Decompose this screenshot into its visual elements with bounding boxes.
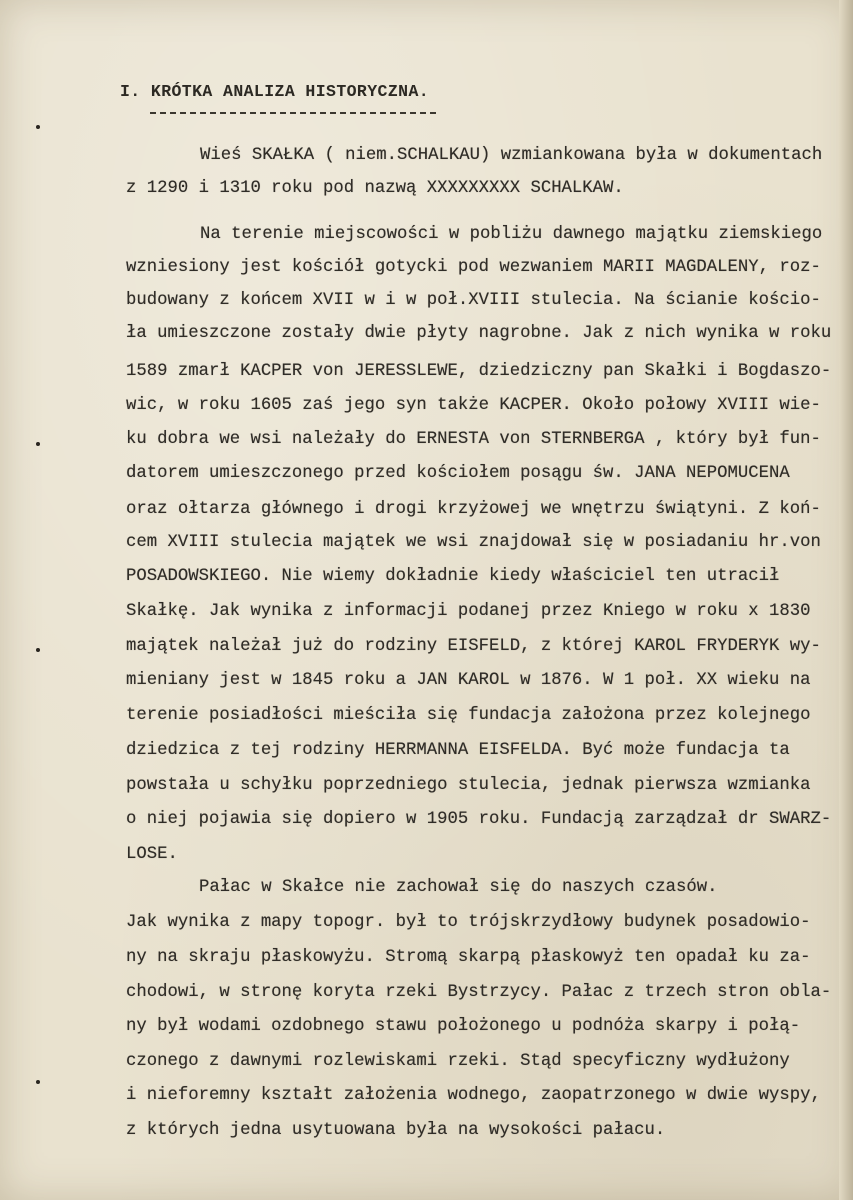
text-line: budowany z końcem XVII w i w poł.XVIII stulecia. Na ścianie kościo- — [126, 291, 821, 310]
section-heading: I. KRÓTKA ANALIZA HISTORYCZNA. — [120, 82, 430, 101]
text-line: Pałac w Skałce nie zachował się do naszych czasów. — [199, 878, 718, 897]
text-line: z których jedna usytuowana była na wysokości pałacu. — [126, 1121, 666, 1140]
text-line: majątek należał już do rodziny EISFELD, z której KAROL FRYDERYK wy- — [126, 637, 821, 656]
text-line: Na terenie miejscowości w pobliżu dawnego majątku ziemskiego — [200, 225, 823, 244]
text-line: i nieforemny kształt założenia wodnego, zaopatrzonego w dwie wyspy, — [126, 1086, 821, 1105]
text-line: powstała u schyłku poprzedniego stulecia, jednak pierwsza wzmianka — [126, 776, 811, 795]
text-line: ny był wodami ozdobnego stawu położonego u podnóża skarpy i połą- — [126, 1017, 801, 1036]
text-line: 1589 zmarł KACPER von JERESSLEWE, dziedziczny pan Skałki i Bogdaszo- — [126, 362, 832, 381]
text-line: cem XVIII stulecia majątek we wsi znajdował się w posiadaniu hr.von — [126, 533, 821, 552]
text-line: Jak wynika z mapy topogr. był to trójskrzydłowy budynek posadowio- — [126, 913, 811, 932]
punch-hole-mark — [36, 648, 40, 652]
text-line: ny na skraju płaskowyżu. Stromą skarpą płaskowyż ten opadał ku za- — [126, 948, 811, 967]
punch-hole-mark — [36, 125, 40, 129]
text-line: LOSE. — [126, 845, 178, 864]
text-line: wic, w roku 1605 zaś jego syn także KACPER. Około połowy XVIII wie- — [126, 396, 821, 415]
text-line: wzniesiony jest kościół gotycki pod wezwaniem MARII MAGDALENY, roz- — [126, 258, 821, 277]
text-line: dziedzica z tej rodziny HERRMANNA EISFELDA. Być może fundacja ta — [126, 741, 790, 760]
punch-hole-mark — [36, 1080, 40, 1084]
text-line: z 1290 i 1310 roku pod nazwą XXXXXXXXX SCHALKAW. — [126, 179, 624, 198]
page-edge — [839, 0, 853, 1200]
text-line: o niej pojawia się dopiero w 1905 roku. Fundacją zarządzał dr SWARZ- — [126, 810, 832, 829]
text-line: chodowi, w stronę koryta rzeki Bystrzycy. Pałac z trzech stron obla- — [126, 983, 832, 1002]
text-line: mieniany jest w 1845 roku a JAN KAROL w 1876. W 1 poł. XX wieku na — [126, 671, 811, 690]
text-line: ła umieszczone zostały dwie płyty nagrobne. Jak z nich wynika w roku — [126, 324, 832, 343]
text-line: datorem umieszczonego przed kościołem posągu św. JANA NEPOMUCENA — [126, 464, 790, 483]
text-line: Wieś SKAŁKA ( niem.SCHALKAU) wzmiankowana była w dokumentach — [200, 146, 823, 165]
text-line: Skałkę. Jak wynika z informacji podanej przez Kniego w roku x 1830 — [126, 602, 811, 621]
text-line: terenie posiadłości mieściła się fundacja założona przez kolejnego — [126, 706, 811, 725]
text-line: oraz ołtarza głównego i drogi krzyżowej we wnętrzu świątyni. Z koń- — [126, 500, 821, 519]
punch-hole-mark — [36, 442, 40, 446]
text-line: czonego z dawnymi rozlewiskami rzeki. Stąd specyficzny wydłużony — [126, 1052, 790, 1071]
heading-underline — [150, 112, 436, 114]
text-line: ku dobra we wsi należały do ERNESTA von STERNBERGA , który był fun- — [126, 430, 821, 449]
text-line: POSADOWSKIEGO. Nie wiemy dokładnie kiedy właściciel ten utracił — [126, 567, 780, 586]
